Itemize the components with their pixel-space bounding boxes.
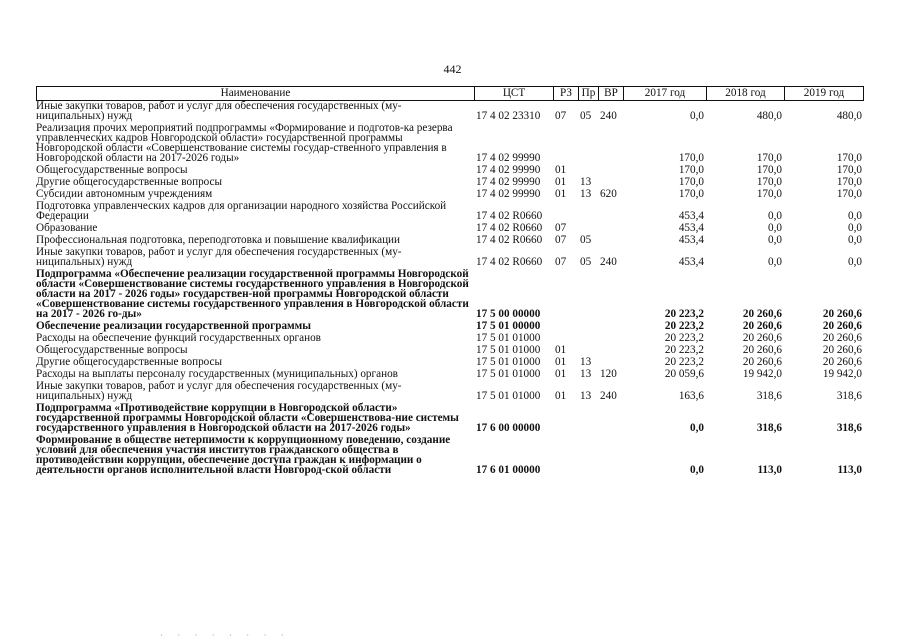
cell-rz: 01 — [555, 357, 567, 367]
cell-2019: 0,0 — [848, 257, 862, 267]
cell-rz: 01 — [555, 345, 567, 355]
cell-2019: 170,0 — [836, 189, 862, 199]
cell-rz: 07 — [555, 235, 567, 245]
cell-2017: 0,0 — [690, 111, 704, 121]
cell-2018: 170,0 — [756, 153, 782, 163]
cell-cst: 17 4 02 99990 — [476, 189, 541, 199]
cell-name: Другие общегосударственные вопросы — [36, 356, 223, 368]
cell-2018: 318,6 — [756, 423, 782, 433]
cell-2017: 20 223,2 — [664, 345, 704, 355]
cell-2019: 0,0 — [848, 223, 862, 233]
cell-rz: 01 — [555, 177, 567, 187]
cell-2018: 170,0 — [756, 177, 782, 187]
cell-2018: 480,0 — [756, 111, 782, 121]
cell-pr: 13 — [580, 369, 592, 379]
cell-cst: 17 5 01 01000 — [476, 369, 541, 379]
cell-pr: 13 — [580, 391, 592, 401]
cell-rz: 01 — [555, 391, 567, 401]
cell-vr: 240 — [600, 391, 617, 401]
cell-2017: 453,4 — [678, 235, 704, 245]
table-row — [36, 201, 864, 223]
cell-cst: 17 5 00 00000 — [476, 309, 541, 319]
column-header-rz: РЗ — [553, 86, 578, 101]
cell-cst: 17 5 01 00000 — [476, 321, 541, 331]
table-body — [36, 101, 864, 477]
cell-2019: 20 260,6 — [822, 309, 862, 319]
cell-cst: 17 4 02 99990 — [476, 165, 541, 175]
cell-cst: 17 5 01 01000 — [476, 345, 541, 355]
cell-vr: 240 — [600, 257, 617, 267]
cell-2017: 170,0 — [678, 165, 704, 175]
cell-name: Реализация прочих мероприятий подпрограммы «Формирование и подготов-ка резерва управленческих кадров Новгородской области» государственной программы Новгородской области «Совершенствование системы государ-ственного управления в Новгородской области на 2017-2026 годы» — [36, 122, 453, 164]
cell-2019: 170,0 — [836, 177, 862, 187]
cell-2018: 0,0 — [768, 223, 782, 233]
cell-name: Образование — [36, 222, 98, 234]
cell-2018: 20 260,6 — [742, 309, 782, 319]
cell-2018: 0,0 — [768, 235, 782, 245]
cell-2017: 0,0 — [690, 423, 704, 433]
cell-2019: 480,0 — [836, 111, 862, 121]
cell-2017: 163,6 — [678, 391, 704, 401]
scan-artifact: · · · · · · · · — [160, 630, 290, 640]
cell-pr: 05 — [580, 257, 592, 267]
cell-2019: 0,0 — [848, 235, 862, 245]
cell-cst: 17 5 01 01000 — [476, 333, 541, 343]
budget-table — [36, 86, 864, 477]
cell-2018: 318,6 — [756, 391, 782, 401]
cell-vr: 120 — [600, 369, 617, 379]
cell-name: Общегосударственные вопросы — [36, 164, 188, 176]
cell-rz: 01 — [555, 165, 567, 175]
cell-name: Подпрограмма «Обеспечение реализации государственной программы Новгородской области «Совершенствование системы государственного управления в Новгородской области на 2017 - 2026 годы» государствен-ной программы Новгородской области «Совершенствование системы государственного управления в Новгородской области на 2017 - 2026 го-ды» — [36, 268, 469, 320]
cell-2018: 170,0 — [756, 189, 782, 199]
table-row — [36, 247, 864, 269]
cell-2018: 113,0 — [757, 465, 782, 475]
cell-2019: 170,0 — [836, 153, 862, 163]
cell-cst: 17 4 02 R0660 — [476, 235, 543, 245]
cell-name: Расходы на выплаты персоналу государственных (муниципальных) органов — [36, 368, 398, 380]
cell-pr: 13 — [580, 177, 592, 187]
cell-cst: 17 4 02 R0660 — [476, 257, 543, 267]
cell-name: Расходы на обеспечение функций государственных органов — [36, 332, 321, 344]
cell-2017: 170,0 — [678, 153, 704, 163]
cell-2017: 170,0 — [678, 189, 704, 199]
cell-2017: 453,4 — [678, 257, 704, 267]
cell-2017: 20 223,2 — [664, 321, 704, 331]
cell-pr: 13 — [580, 189, 592, 199]
cell-name: Подготовка управленческих кадров для организации народного хозяйства Российской Федерации — [36, 200, 447, 222]
cell-2019: 170,0 — [836, 165, 862, 175]
cell-cst: 17 4 02 23310 — [476, 111, 541, 121]
cell-name: Обеспечение реализации государственной программы — [36, 320, 312, 332]
cell-name: Иные закупки товаров, работ и услуг для обеспечения государственных (му-ниципальных) нужд — [36, 100, 402, 122]
column-header-2017: 2017 год — [623, 86, 706, 101]
cell-2019: 318,6 — [836, 423, 862, 433]
cell-2018: 170,0 — [756, 165, 782, 175]
cell-cst: 17 5 01 01000 — [476, 391, 541, 401]
cell-2019: 20 260,6 — [822, 321, 862, 331]
cell-cst: 17 4 02 99990 — [476, 153, 541, 163]
cell-2017: 20 059,6 — [664, 369, 704, 379]
cell-name: Другие общегосударственные вопросы — [36, 176, 223, 188]
cell-2017: 453,4 — [678, 211, 704, 221]
column-header-2019: 2019 год — [784, 86, 864, 101]
cell-2019: 20 260,6 — [822, 333, 862, 343]
cell-cst: 17 5 01 01000 — [476, 357, 541, 367]
column-header-vr: ВР — [598, 86, 623, 101]
cell-name: Иные закупки товаров, работ и услуг для обеспечения государственных (му-ниципальных) нужд — [36, 246, 402, 268]
cell-2017: 20 223,2 — [664, 309, 704, 319]
cell-cst: 17 6 01 00000 — [476, 465, 541, 475]
cell-2019: 20 260,6 — [822, 345, 862, 355]
cell-cst: 17 4 02 R0660 — [476, 211, 543, 221]
table-row — [36, 381, 864, 403]
cell-rz: 07 — [555, 111, 567, 121]
cell-vr: 620 — [600, 189, 617, 199]
cell-2018: 20 260,6 — [742, 333, 782, 343]
column-header-cst: ЦСТ — [474, 86, 553, 101]
column-header-name: Наименование — [36, 86, 474, 101]
page-number: 442 — [443, 62, 462, 76]
cell-cst: 17 6 00 00000 — [476, 423, 541, 433]
cell-name: Профессиональная подготовка, переподготовка и повышение квалификации — [36, 234, 401, 246]
cell-2018: 20 260,6 — [742, 357, 782, 367]
table-row — [36, 403, 864, 435]
cell-2019: 113,0 — [837, 465, 862, 475]
cell-name: Субсидии автономным учреждениям — [36, 188, 213, 200]
cell-2018: 20 260,6 — [742, 345, 782, 355]
cell-cst: 17 4 02 99990 — [476, 177, 541, 187]
cell-pr: 13 — [580, 357, 592, 367]
cell-cst: 17 4 02 R0660 — [476, 223, 543, 233]
cell-rz: 01 — [555, 189, 567, 199]
cell-2019: 0,0 — [848, 211, 862, 221]
table-row — [36, 101, 864, 123]
cell-2019: 19 942,0 — [822, 369, 862, 379]
cell-2019: 20 260,6 — [822, 357, 862, 367]
cell-name: Иные закупки товаров, работ и услуг для обеспечения государственных (му-ниципальных) нужд — [36, 380, 402, 402]
cell-pr: 05 — [580, 111, 592, 121]
cell-2017: 20 223,2 — [664, 333, 704, 343]
cell-2017: 20 223,2 — [664, 357, 704, 367]
column-header-pr: Пр — [578, 86, 598, 101]
table-row — [36, 269, 864, 321]
cell-name: Подпрограмма «Противодействие коррупции в Новгородской области» государственной программы Новгородской области «Совершенствова-ние системы государственного управления в Новгородской области на 2017-2026 годы» — [36, 402, 459, 434]
table-row — [36, 123, 864, 165]
table-header-row — [36, 86, 864, 101]
cell-name: Общегосударственные вопросы — [36, 344, 188, 356]
cell-2019: 318,6 — [836, 391, 862, 401]
cell-2017: 0,0 — [690, 465, 704, 475]
cell-2018: 0,0 — [768, 257, 782, 267]
cell-rz: 07 — [555, 223, 567, 233]
cell-vr: 240 — [600, 111, 617, 121]
cell-2018: 19 942,0 — [742, 369, 782, 379]
cell-pr: 05 — [580, 235, 592, 245]
cell-2018: 0,0 — [768, 211, 782, 221]
table-row — [36, 435, 864, 477]
cell-2018: 20 260,6 — [742, 321, 782, 331]
column-header-2018: 2018 год — [706, 86, 784, 101]
cell-rz: 07 — [555, 257, 567, 267]
cell-rz: 01 — [555, 369, 567, 379]
cell-name: Формирование в обществе нетерпимости к коррупционному поведению, создание условий для обеспечения участия институтов гражданского общества в противодействии коррупции, обеспечение доступа граждан к информации о деятельности органов исполнительной власти Новгород-ской области — [36, 434, 451, 476]
cell-2017: 170,0 — [678, 177, 704, 187]
cell-2017: 453,4 — [678, 223, 704, 233]
